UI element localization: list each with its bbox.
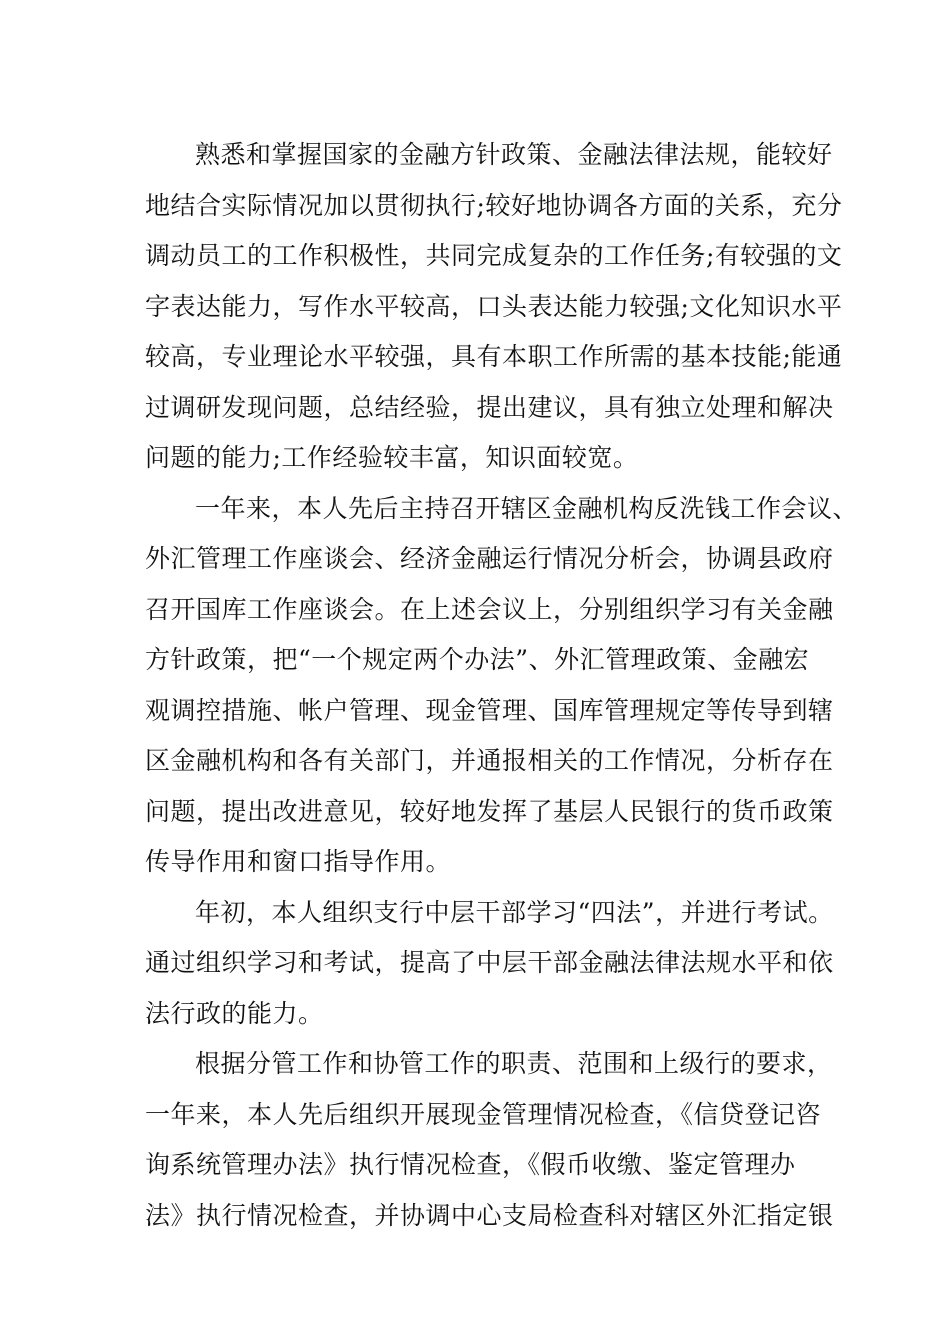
paragraph-training: [145, 888, 834, 1040]
text-line: 较高，专业理论水平较强，具有本职工作所需的基本技能;能通: [145, 342, 843, 371]
text-line: 问题的能力;工作经验较丰富，知识面较宽。: [145, 443, 639, 472]
text-line: 方针政策，把“一个规定两个办法”、外汇管理政策、金融宏: [145, 645, 810, 674]
text-line: 观调控措施、帐户管理、现金管理、国库管理规定等传导到辖: [145, 695, 834, 725]
document-body: [145, 130, 859, 1241]
paragraph-inspections: [145, 1039, 834, 1241]
text-line: 法》执行情况检查，并协调中心支局检查科对辖区外汇指定银: [145, 1200, 834, 1230]
text-line: 熟悉和掌握国家的金融方针政策、金融法律法规，能较好: [195, 140, 833, 169]
text-line: 过调研发现问题，总结经验，提出建议，具有独立处理和解决: [145, 392, 834, 422]
text-line: 地结合实际情况加以贯彻执行;较好地协调各方面的关系，充分: [145, 190, 843, 220]
paragraph-qualifications: [145, 130, 843, 484]
text-line: 调动员工的工作积极性，共同完成复杂的工作任务;有较强的文: [145, 241, 843, 270]
text-line: 年初，本人组织支行中层干部学习“四法”，并进行考试。: [195, 897, 834, 927]
text-line: 字表达能力，写作水平较高，口头表达能力较强;文化知识水平: [145, 291, 843, 321]
text-line: 传导作用和窗口指导作用。: [145, 847, 452, 876]
text-line: 通过组织学习和考试，提高了中层干部金融法律法规水平和依: [145, 948, 834, 977]
text-line: 召开国库工作座谈会。在上述会议上，分别组织学习有关金融: [145, 594, 834, 624]
text-line: 区金融机构和各有关部门，并通报相关的工作情况，分析存在: [145, 746, 834, 775]
text-line: 一年来，本人先后组织开展现金管理情况检查，《信贷登记咨: [145, 1099, 822, 1129]
text-line: 法行政的能力。: [145, 998, 324, 1028]
text-line: 一年来，本人先后主持召开辖区金融机构反洗钱工作会议、: [195, 493, 859, 523]
text-line: 外汇管理工作座谈会、经济金融运行情况分析会，协调县政府: [145, 544, 834, 573]
text-line: 询系统管理办法》执行情况检查，《假币收缴、鉴定管理办: [145, 1150, 796, 1179]
text-line: 问题，提出改进意见，较好地发挥了基层人民银行的货币政策: [145, 796, 834, 826]
text-line: 根据分管工作和协管工作的职责、范围和上级行的要求，: [195, 1049, 833, 1078]
paragraph-meetings: [145, 484, 859, 888]
